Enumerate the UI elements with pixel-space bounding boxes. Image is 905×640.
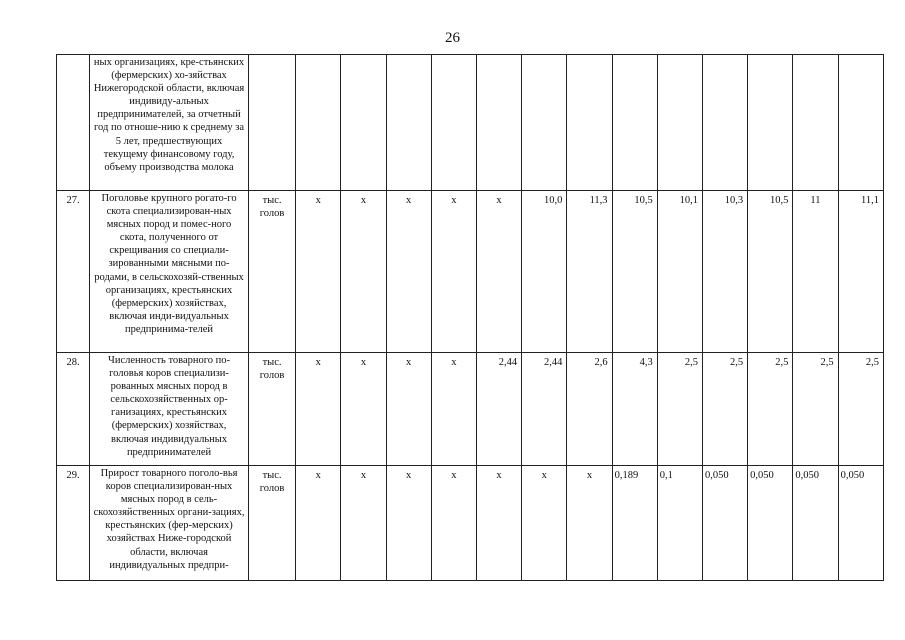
row-number: 28. bbox=[57, 353, 90, 466]
value-cell bbox=[341, 55, 386, 191]
value-cell bbox=[431, 55, 476, 191]
value-cell: 10,1 bbox=[657, 191, 702, 353]
row-unit: тыс. голов bbox=[248, 466, 295, 581]
value-cell: 4,3 bbox=[612, 353, 657, 466]
value-cell bbox=[793, 55, 838, 191]
value-cell bbox=[612, 55, 657, 191]
value-cell: х bbox=[386, 466, 431, 581]
value-cell: 0,189 bbox=[612, 466, 657, 581]
value-cell: х bbox=[386, 191, 431, 353]
value-cell: 0,050 bbox=[793, 466, 838, 581]
value-cell: 0,050 bbox=[702, 466, 747, 581]
value-cell: х bbox=[431, 466, 476, 581]
row-unit: тыс. голов bbox=[248, 191, 295, 353]
value-cell bbox=[476, 55, 521, 191]
value-cell: 11 bbox=[793, 191, 838, 353]
value-cell: 2,5 bbox=[657, 353, 702, 466]
row-number: 29. bbox=[57, 466, 90, 581]
table-row bbox=[57, 55, 884, 191]
page-number: 26 bbox=[445, 30, 460, 46]
value-cell: х bbox=[567, 466, 612, 581]
row-unit bbox=[248, 55, 295, 191]
value-cell: 2,5 bbox=[702, 353, 747, 466]
value-cell: х bbox=[476, 191, 521, 353]
value-cell bbox=[567, 55, 612, 191]
value-cell bbox=[522, 55, 567, 191]
value-cell: 11,3 bbox=[567, 191, 612, 353]
row-unit: тыс. голов bbox=[248, 353, 295, 466]
value-cell bbox=[386, 55, 431, 191]
value-cell: 10,5 bbox=[748, 191, 793, 353]
value-cell bbox=[838, 55, 883, 191]
value-cell: х bbox=[341, 466, 386, 581]
value-cell: 11,1 bbox=[838, 191, 883, 353]
value-cell: 0,1 bbox=[657, 466, 702, 581]
value-cell bbox=[702, 55, 747, 191]
value-cell: х bbox=[386, 353, 431, 466]
value-cell bbox=[296, 55, 341, 191]
row-description: Численность товарного по-головья коров специализи-рованных мясных пород в сельскохозяйственных ор-ганизациях, крестьянских (фермерских) хозяйствах, включая индивидуальных предпринимателей bbox=[90, 353, 249, 466]
value-cell: 2,5 bbox=[838, 353, 883, 466]
row-description: Поголовье крупного рогато-го скота специализирован-ных мясных пород и помес-ного скота, полученного от скрещивания со специали-зированными мясными по-родами, в сельскохозяй-ственных организациях, крестьянских (фермерских) хозяйствах, включая инди-видуальных предпринима-телей bbox=[90, 191, 249, 353]
value-cell: х bbox=[431, 353, 476, 466]
value-cell bbox=[748, 55, 793, 191]
value-cell: 10,3 bbox=[702, 191, 747, 353]
value-cell: 0,050 bbox=[748, 466, 793, 581]
value-cell: х bbox=[522, 466, 567, 581]
value-cell: 2,5 bbox=[793, 353, 838, 466]
value-cell: 10,0 bbox=[522, 191, 567, 353]
value-cell: х bbox=[296, 466, 341, 581]
value-cell: х bbox=[296, 353, 341, 466]
value-cell: 0,050 bbox=[838, 466, 883, 581]
value-cell: 2,44 bbox=[476, 353, 521, 466]
table-row bbox=[57, 191, 884, 353]
indicator-table bbox=[56, 54, 884, 581]
value-cell: х bbox=[476, 466, 521, 581]
table-row bbox=[57, 353, 884, 466]
value-cell: 10,5 bbox=[612, 191, 657, 353]
row-description: ных организациях, кре-стьянских (фермерских) хо-зяйствах Нижегородской области, включая индивиду-альных предпринимателей, за отчетный год по отноше-нию к среднему за 5 лет, предшествующих текущему финансовому году, объему производства молока bbox=[90, 55, 249, 191]
row-description: Прирост товарного поголо-вья коров специализирован-ных мясных пород в сель-скохозяйственных органи-зациях, крестьянских (фер-мерских) хозяйствах Ниже-городской области, включая индивидуальных предпри- bbox=[90, 466, 249, 581]
table-row bbox=[57, 466, 884, 581]
row-number: 27. bbox=[57, 191, 90, 353]
row-number bbox=[57, 55, 90, 191]
value-cell: х bbox=[296, 191, 341, 353]
value-cell: х bbox=[341, 191, 386, 353]
value-cell: х bbox=[341, 353, 386, 466]
value-cell: 2,6 bbox=[567, 353, 612, 466]
value-cell: х bbox=[431, 191, 476, 353]
value-cell bbox=[657, 55, 702, 191]
value-cell: 2,5 bbox=[748, 353, 793, 466]
value-cell: 2,44 bbox=[522, 353, 567, 466]
